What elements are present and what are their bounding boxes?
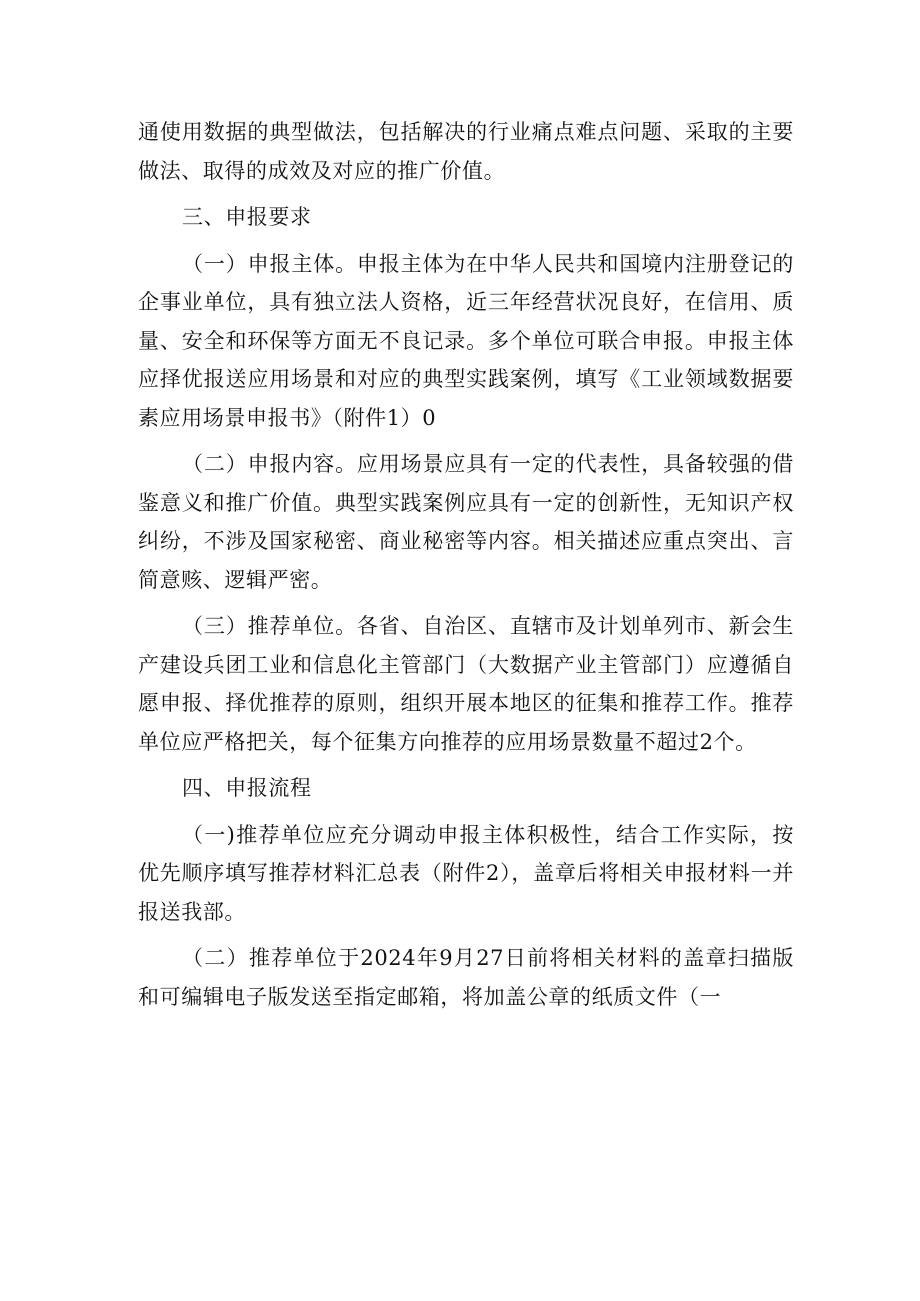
continuation-paragraph: 通使用数据的典型做法，包括解决的行业痛点难点问题、采取的主要做法、取得的成效及对应的推广价值。 (138, 120, 794, 183)
section-heading-requirements: 三、申报要求 (182, 205, 312, 229)
section-heading-process: 四、申报流程 (182, 776, 312, 800)
paragraph-process-2: （二）推荐单位于2024年9月27日前将相关材料的盖章扫描版和可编辑电子版发送至指定邮箱，将加盖公章的纸质文件（一 (138, 946, 794, 1009)
document-page (138, 113, 794, 1024)
paragraph-recommender: （三）推荐单位。各省、自治区、直辖市及计划单列市、新会生产建设兵团工业和信息化主管部门（大数据产业主管部门）应遵循自愿申报、择优推荐的原则，组织开展本地区的征集和推荐工作。推荐单位应严格把关，每个征集方向推荐的应用场景数量不超过2个。 (138, 614, 794, 754)
paragraph-process-1: （一)推荐单位应充分调动申报主体积极性，结合工作实际，按优先顺序填写推荐材料汇总表（附件2），盖章后将相关申报材料一并报送我部。 (138, 822, 794, 924)
paragraph-content: （二）申报内容。应用场景应具有一定的代表性，具备较强的借鉴意义和推广价值。典型实践案例应具有一定的创新性，无知识产权纠纷，不涉及国家秘密、商业秘密等内容。相关描述应重点突出、言简意赅、逻辑严密。 (138, 452, 794, 592)
paragraph-applicant: （一）申报主体。申报主体为在中华人民共和国境内注册登记的企事业单位，具有独立法人资格，近三年经营状况良好，在信用、质量、安全和环保等方面无不良记录。多个单位可联合申报。申报主体应择优报送应用场景和对应的典型实践案例，填写《工业领域数据要素应用场景申报书》（附件1）0 (138, 251, 794, 430)
